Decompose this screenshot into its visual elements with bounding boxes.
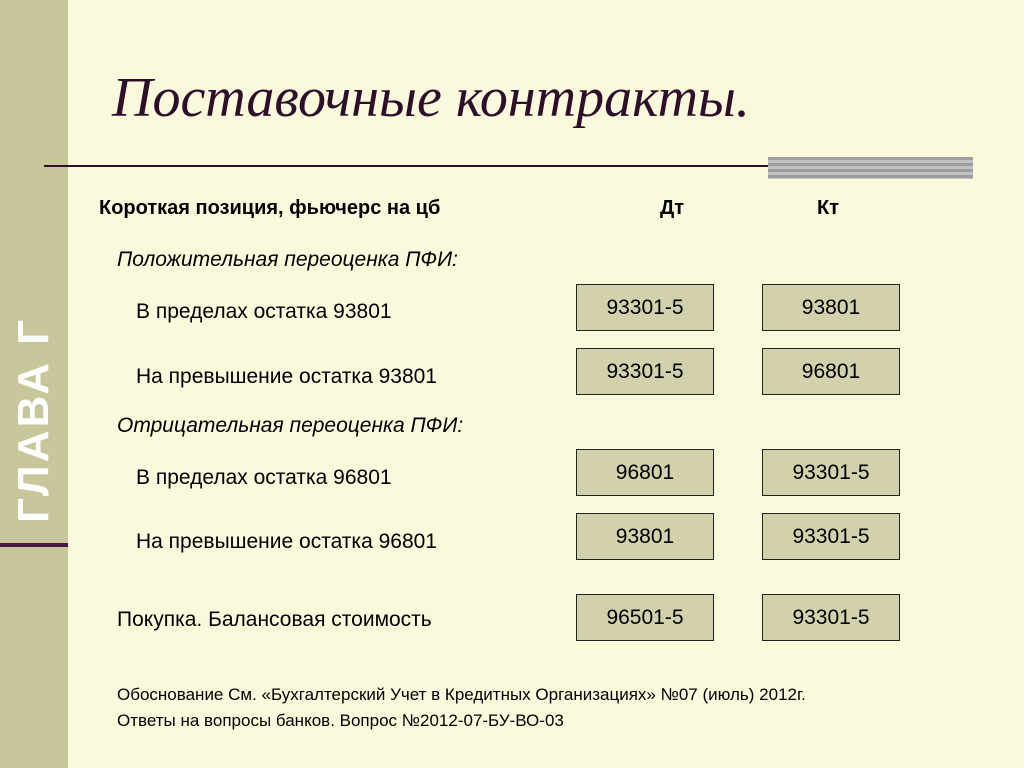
credit-account-box: 93301-5	[762, 513, 900, 560]
footnote-line-2: Ответы на вопросы банков. Вопрос №2012-07-БУ-ВО-03	[117, 711, 564, 730]
header-credit: Кт	[817, 197, 840, 219]
credit-account-box: 93801	[762, 284, 900, 331]
debit-account-box: 96801	[576, 449, 714, 496]
credit-account-box: 96801	[762, 348, 900, 395]
slide-title: Поставочные контракты.	[112, 67, 750, 129]
title-divider	[44, 165, 773, 167]
section-positive-revaluation: Положительная переоценка ПФИ:	[117, 248, 458, 271]
credit-account-box: 93301-5	[762, 449, 900, 496]
footnote-line-1: Обоснование См. «Бухгалтерский Учет в Кредитных Организациях» №07 (июль) 2012г.	[117, 685, 806, 704]
header-debit: Дт	[660, 197, 685, 219]
row-label: Покупка. Балансовая стоимость	[117, 608, 432, 631]
row-label: На превышение остатка 96801	[136, 530, 437, 553]
chapter-label: ГЛАВА Г	[9, 316, 58, 524]
credit-account-box: 93301-5	[762, 594, 900, 641]
section-negative-revaluation: Отрицательная переоценка ПФИ:	[117, 414, 464, 437]
debit-account-box: 96501-5	[576, 594, 714, 641]
debit-account-box: 93301-5	[576, 284, 714, 331]
title-divider-accent	[768, 157, 973, 179]
sidebar-accent-line	[0, 543, 68, 547]
row-label: В пределах остатка 93801	[136, 300, 392, 323]
debit-account-box: 93301-5	[576, 348, 714, 395]
row-label: В пределах остатка 96801	[136, 466, 392, 489]
row-label: На превышение остатка 93801	[136, 365, 437, 388]
header-position: Короткая позиция, фьючерс на цб	[99, 197, 441, 219]
debit-account-box: 93801	[576, 513, 714, 560]
